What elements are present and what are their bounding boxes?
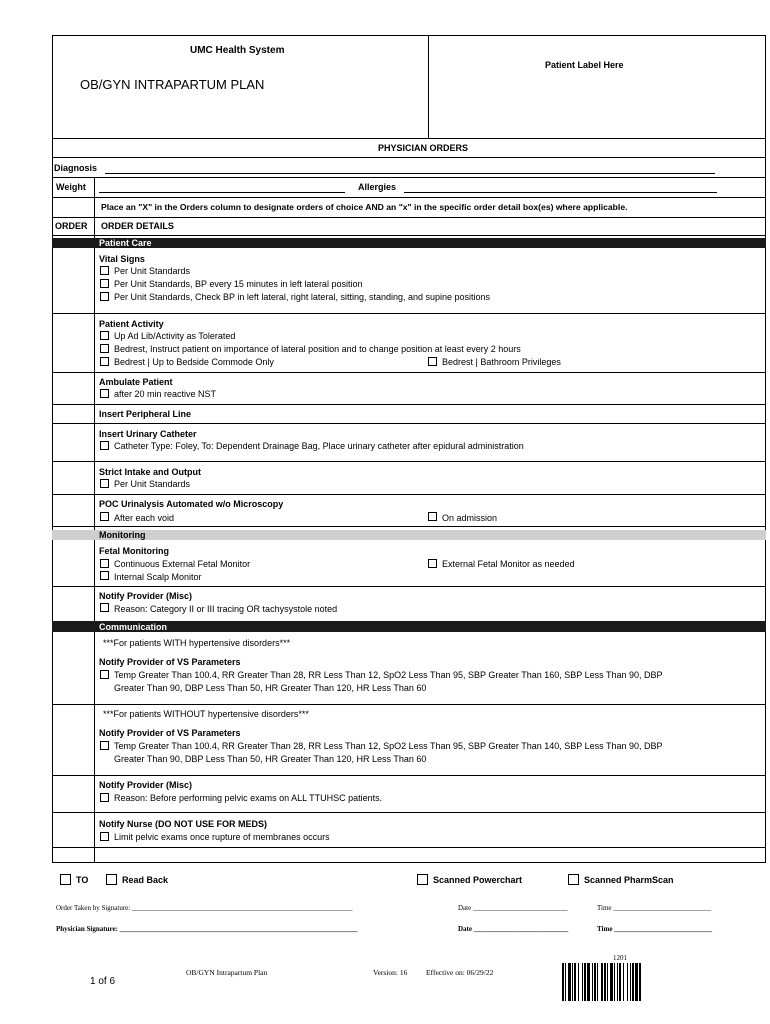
- read-back-checkbox[interactable]: [106, 874, 117, 885]
- section-monitoring: Monitoring: [95, 530, 766, 540]
- notify-provider-misc2-opt1: Reason: Before performing pelvic exams on ALL TTUHSC patients.: [114, 793, 383, 803]
- htn-vs-title: Notify Provider of VS Parameters: [99, 657, 241, 667]
- order-column-header: ORDER: [55, 221, 88, 231]
- date-field-2[interactable]: Date ___________________________: [458, 925, 569, 933]
- time-field-2[interactable]: Time ____________________________: [597, 925, 713, 933]
- doc-name: OB/GYN Intrapartum Plan: [186, 968, 268, 977]
- form-title: OB/GYN INTRAPARTUM PLAN: [80, 77, 265, 92]
- fetal-monitoring-opt3-checkbox[interactable]: [100, 571, 109, 580]
- barcode: [562, 963, 734, 1001]
- patient-activity-opt4: Bedrest | Bathroom Privileges: [442, 357, 561, 367]
- intake-output-opt1: Per Unit Standards: [114, 479, 191, 489]
- patient-activity-opt2-checkbox[interactable]: [100, 344, 109, 353]
- allergies-field[interactable]: [404, 192, 717, 193]
- fetal-monitoring-opt1: Continuous External Fetal Monitor: [114, 559, 251, 569]
- vital-signs-opt3-checkbox[interactable]: [100, 292, 109, 301]
- physician-orders-heading: PHYSICIAN ORDERS: [378, 143, 469, 153]
- instructions: Place an "X" in the Orders column to designate orders of choice AND an "x" in the specific order detail box(es) where applicable.: [101, 202, 628, 212]
- patient-activity-opt1-checkbox[interactable]: [100, 331, 109, 340]
- no-htn-vs-line2: Greater Than 90, DBP Less Than 50, HR Greater Than 120, HR Less Than 60: [114, 754, 427, 764]
- vital-signs-opt2: Per Unit Standards, BP every 15 minutes in left lateral position: [114, 279, 363, 289]
- intake-output-opt1-checkbox[interactable]: [100, 479, 109, 488]
- allergies-label: Allergies: [358, 182, 397, 192]
- physician-signature[interactable]: Physician Signature: ____________________________________________________________________: [56, 925, 358, 933]
- scanned-powerchart-checkbox[interactable]: [417, 874, 428, 885]
- urinary-catheter-title: Insert Urinary Catheter: [99, 429, 197, 439]
- htn-vs-line2: Greater Than 90, DBP Less Than 50, HR Greater Than 120, HR Less Than 60: [114, 683, 427, 693]
- vital-signs-opt3: Per Unit Standards, Check BP in left lateral, right lateral, sitting, standing, and supine positions: [114, 292, 491, 302]
- htn-vs-checkbox[interactable]: [100, 670, 109, 679]
- intake-output-title: Strict Intake and Output: [99, 467, 202, 477]
- effective-date: Effective on: 06/29/22: [426, 968, 494, 977]
- org-name: UMC Health System: [190, 45, 285, 56]
- vital-signs-opt1-checkbox[interactable]: [100, 266, 109, 275]
- no-htn-vs-line1: Temp Greater Than 100.4, RR Greater Than 28, RR Less Than 12, SpO2 Less Than 95, SBP Greater Than 140, SBP Less Than 90, DBP: [114, 741, 663, 751]
- poc-urinalysis-opt1-checkbox[interactable]: [100, 512, 109, 521]
- barcode-bar: [641, 963, 643, 1001]
- fetal-monitoring-opt2-checkbox[interactable]: [428, 559, 437, 568]
- vital-signs-title: Vital Signs: [99, 254, 145, 264]
- order-column-divider: [94, 177, 95, 863]
- poc-urinalysis-opt2-checkbox[interactable]: [428, 512, 437, 521]
- poc-urinalysis-title: POC Urinalysis Automated w/o Microscopy: [99, 499, 284, 509]
- notify-nurse-opt1: Limit pelvic exams once rupture of membranes occurs: [114, 832, 330, 842]
- section-patient-care: Patient Care: [95, 238, 766, 248]
- fetal-monitoring-opt3: Internal Scalp Monitor: [114, 572, 202, 582]
- htn-vs-line1: Temp Greater Than 100.4, RR Greater Than 28, RR Less Than 12, SpO2 Less Than 95, SBP Greater Than 160, SBP Less Than 90, DBP: [114, 670, 663, 680]
- scanned-powerchart-label: Scanned Powerchart: [433, 875, 523, 885]
- fetal-monitoring-opt2: External Fetal Monitor as needed: [442, 559, 575, 569]
- urinary-catheter-opt1: Catheter Type: Foley, To: Dependent Drainage Bag, Place urinary catheter after epidural administration: [114, 441, 524, 451]
- version: Version: 16: [373, 968, 408, 977]
- no-htn-vs-checkbox[interactable]: [100, 741, 109, 750]
- notify-nurse-title: Notify Nurse (DO NOT USE FOR MEDS): [99, 819, 268, 829]
- to-checkbox[interactable]: [60, 874, 71, 885]
- diagnosis-label: Diagnosis: [54, 163, 98, 173]
- ambulate-title: Ambulate Patient: [99, 377, 173, 387]
- notify-provider-misc2-checkbox[interactable]: [100, 793, 109, 802]
- patient-activity-title: Patient Activity: [99, 319, 164, 329]
- weight-field[interactable]: [99, 192, 345, 193]
- header-divider: [428, 35, 429, 138]
- no-htn-note: ***For patients WITHOUT hypertensive disorders***: [103, 709, 309, 719]
- section-communication: Communication: [95, 622, 766, 632]
- urinary-catheter-opt1-checkbox[interactable]: [100, 441, 109, 450]
- ambulate-opt1-checkbox[interactable]: [100, 389, 109, 398]
- patient-activity-opt2: Bedrest, Instruct patient on importance of lateral position and to change position at least every 2 hours: [114, 344, 521, 354]
- barcode-number: 1201: [613, 954, 627, 962]
- notify-provider-misc-title: Notify Provider (Misc): [99, 591, 193, 601]
- patient-activity-opt1: Up Ad Lib/Activity as Tolerated: [114, 331, 236, 341]
- notify-provider-misc-opt1: Reason: Category II or III tracing OR tachysystole noted: [114, 604, 338, 614]
- patient-label: Patient Label Here: [545, 60, 624, 70]
- no-htn-vs-title: Notify Provider of VS Parameters: [99, 728, 241, 738]
- htn-note: ***For patients WITH hypertensive disorders***: [103, 638, 291, 648]
- notify-provider-misc2-title: Notify Provider (Misc): [99, 780, 193, 790]
- page-number: 1 of 6: [90, 976, 116, 987]
- peripheral-line-title: Insert Peripheral Line: [99, 409, 192, 419]
- ambulate-opt1: after 20 min reactive NST: [114, 389, 217, 399]
- weight-label: Weight: [56, 182, 86, 192]
- fetal-monitoring-title: Fetal Monitoring: [99, 546, 169, 556]
- date-field-1[interactable]: Date ___________________________: [458, 904, 568, 912]
- order-taken-signature[interactable]: Order Taken by Signature: _______________________________________________________________: [56, 904, 353, 912]
- patient-activity-opt4-checkbox[interactable]: [428, 357, 437, 366]
- time-field-1[interactable]: Time ____________________________: [597, 904, 712, 912]
- diagnosis-field[interactable]: [105, 173, 715, 174]
- patient-activity-opt3: Bedrest | Up to Bedside Commode Only: [114, 357, 274, 367]
- to-label: TO: [76, 875, 89, 885]
- patient-activity-opt3-checkbox[interactable]: [100, 357, 109, 366]
- scanned-pharmscan-checkbox[interactable]: [568, 874, 579, 885]
- scanned-pharmscan-label: Scanned PharmScan: [584, 875, 674, 885]
- vital-signs-opt2-checkbox[interactable]: [100, 279, 109, 288]
- notify-nurse-checkbox[interactable]: [100, 832, 109, 841]
- notify-provider-misc-opt1-checkbox[interactable]: [100, 603, 109, 612]
- vital-signs-opt1: Per Unit Standards: [114, 266, 191, 276]
- order-details-header: ORDER DETAILS: [101, 221, 174, 231]
- fetal-monitoring-opt1-checkbox[interactable]: [100, 559, 109, 568]
- poc-urinalysis-opt1: After each void: [114, 513, 175, 523]
- poc-urinalysis-opt2: On admission: [442, 513, 498, 523]
- read-back-label: Read Back: [122, 875, 169, 885]
